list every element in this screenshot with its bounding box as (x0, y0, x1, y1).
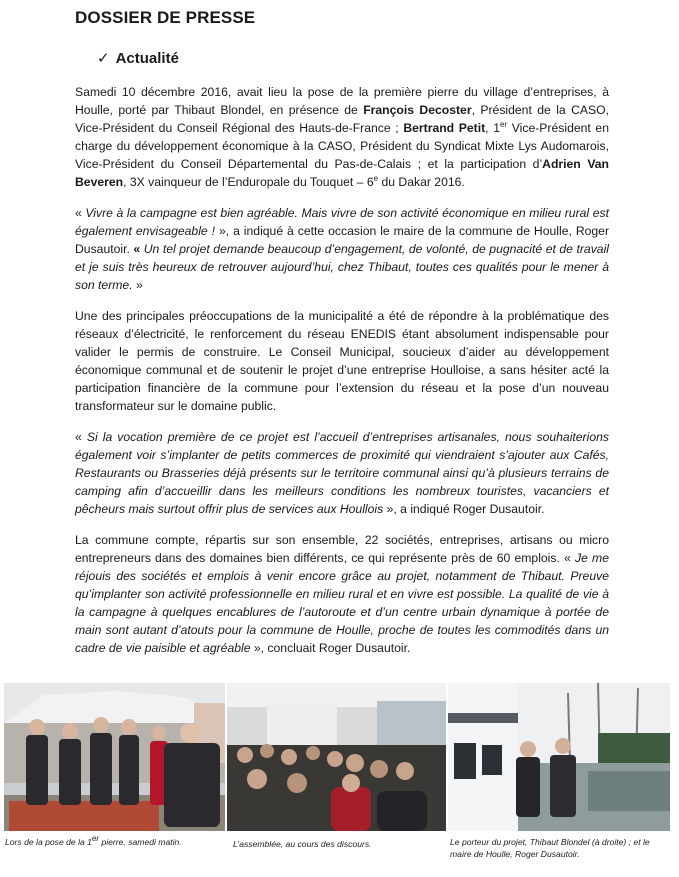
text-run: , 1 (485, 121, 500, 135)
text-run: , 3X vainqueur de l’Enduropale du Touquet – 6 (123, 175, 374, 189)
text-run: », a indiqué à cette occasion le maire de la commune de Houlle, Roger Dusautoir. (75, 224, 610, 256)
paragraph-commune (75, 531, 609, 657)
photo-project-owner (448, 683, 670, 831)
name-van-beveren: Adrien Van Beveren (75, 157, 609, 189)
caption-text: pierre, samedi matin. (99, 837, 182, 847)
text-run: Samedi 10 décembre 2016, avait lieu la pose de la première pierre du village d’entreprises, à Houlle, porté par Thibaut Blondel, en présence de (75, 85, 609, 117)
caption-text: Lors de la pose de la 1 (5, 837, 92, 847)
text-run: , Président de la CASO, Vice-Président du Conseil Régional des Hauts-de-France ; (75, 103, 609, 135)
section-heading (97, 49, 179, 67)
name-petit: Bertrand Petit (403, 121, 486, 135)
paragraph-intro (75, 83, 609, 191)
text-run: », concluait Roger Dusautoir. (250, 641, 411, 655)
superscript: er (91, 834, 100, 844)
text-run: » (132, 278, 143, 292)
caption-project-owner: Le porteur du projet, Thibaut Blondel (à droite) ; et le maire de Houlle, Roger Dusautoir. (450, 837, 650, 859)
quote-text: Si la vocation première de ce projet est l’accueil d’entreprises artisanales, nous souhaiterions également voir s’implanter de petits commerces de proximité qui viendraient s’ajouter aux Cafés, Restaurants ou Brasseries déjà présents sur le territoire communal ainsi qu’à plusieurs terrains de camping afin d’accueillir dans les meilleurs conditions les nombreux touristes, vacanciers et pêcheurs mais surtout offrir plus de services aux Houllois (75, 430, 609, 516)
superscript: er (499, 119, 508, 129)
photo-first-stone (4, 683, 225, 831)
photo-assembly (227, 683, 446, 831)
quote-mark: « (133, 242, 141, 256)
superscript: e (373, 173, 379, 183)
text-run: du Dakar 2016. (378, 175, 465, 189)
text-run: Vice-Président en charge du développement économique à la CASO, Président du Syndicat Mixte Lys Audomarois, Vice-Président du Conseil Départemental du Pas-de-Calais ; et la participation d’ (75, 121, 609, 171)
check-icon: ✓ (97, 50, 110, 67)
paragraph-quote-1 (75, 204, 609, 294)
page-title: DOSSIER DE PRESSE (75, 8, 256, 27)
text-run: La commune compte, répartis sur son ensemble, 22 sociétés, entreprises, artisans ou micro entrepreneurs dans des domaines bien différents, ce qui représente près de 60 emplois. « (75, 533, 609, 565)
text-run: Une des principales préoccupations de la municipalité a été de répondre à la problématique des réseaux d’électricité, le renforcement du réseau ENEDIS étant absolument indispensable pour valider le permis de construire. Le Conseil Municipal, soucieux d’aider au développement économique communal et de soutenir le projet d’une entreprise Houlloise, a sans hésiter acté la participation financière de la commune pour l’extension du réseau et la pose d’un nouveau transformateur sur le domaine public. (75, 309, 609, 413)
section-title: Actualité (115, 50, 179, 67)
text-run: « (75, 206, 86, 220)
paragraph-network (75, 307, 609, 415)
paragraph-quote-2 (75, 428, 609, 518)
caption-assembly: L’assemblée, au cours des discours. (233, 839, 372, 849)
text-run: », a indiqué Roger Dusautoir. (383, 502, 545, 516)
quote-text: Je me réjouis des sociétés et emplois à venir encore grâce au projet, notamment de Thibaut. Preuve qu’implanter son activité professionnelle en milieu rural et en vivre est possible. La qualité de vie à la campagne à quelques encablures de l’autoroute et d’un centre urbain dynamique à portée de main sont autant d’atouts pour la commune de Houlle, proche de toutes les commodités dans un cadre de vie paisible et agréable (75, 551, 609, 655)
caption-first-stone (5, 836, 225, 848)
text-run: « (75, 430, 87, 444)
quote-text: Vivre à la campagne est bien agréable. Mais vivre de son activité économique en milieu rural est également envisageable ! (75, 206, 609, 238)
name-decoster: François Decoster (363, 103, 472, 117)
quote-text: Un tel projet demande beaucoup d’engagement, de volonté, de pugnacité et de travail et je suis très heureux de retrouver aujourd’hui, chez Thibaut, toutes ces qualités pour le mener à son terme. (75, 242, 610, 292)
